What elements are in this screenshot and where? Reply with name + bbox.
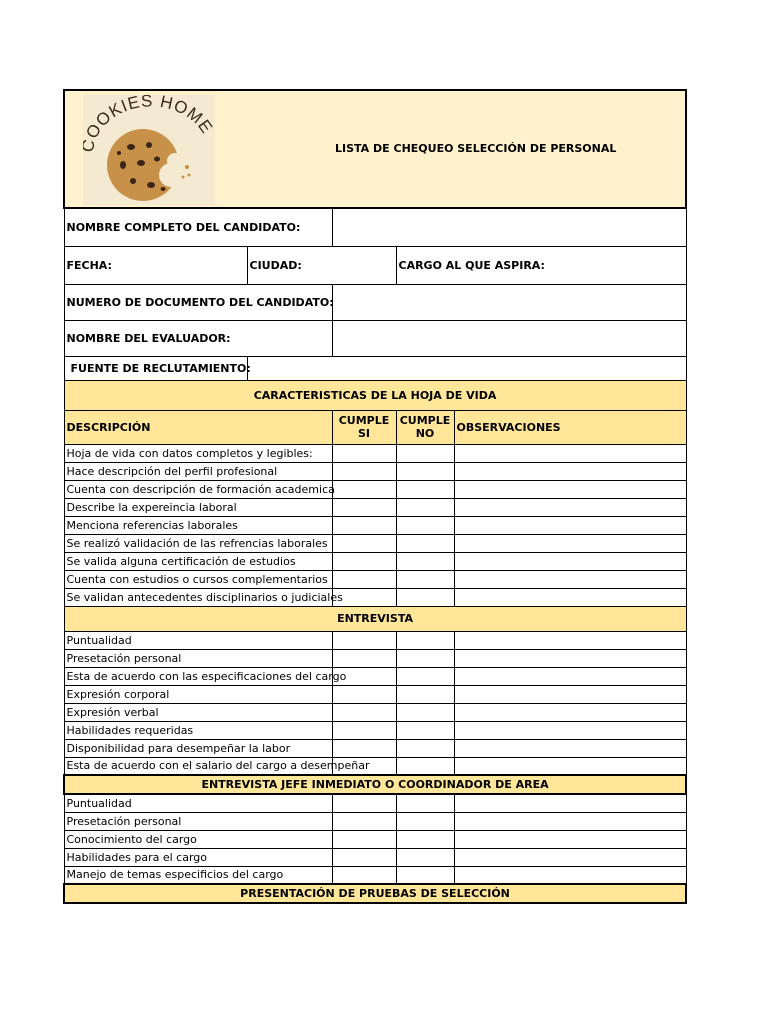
cv-cumple-si-cell[interactable] <box>332 516 396 534</box>
document-number-label: NUMERO DE DOCUMENTO DEL CANDIDATO: <box>64 284 332 320</box>
cv-cumple-no-cell[interactable] <box>396 534 454 552</box>
interview-row <box>64 757 686 775</box>
boss-observations-cell[interactable] <box>454 794 686 812</box>
boss-cumple-si-cell[interactable] <box>332 848 396 866</box>
interview-row <box>64 703 686 721</box>
cv-cumple-no-cell[interactable] <box>396 444 454 462</box>
cv-row <box>64 498 686 516</box>
interview-cumple-si-cell[interactable] <box>332 649 396 667</box>
interview-item-label: Presetación personal <box>64 649 332 667</box>
interview-cumple-no-cell[interactable] <box>396 667 454 685</box>
interview-row <box>64 667 686 685</box>
section-interview-title: ENTREVISTA <box>64 606 686 631</box>
cv-item-label: Se realizó validación de las refrencias laborales <box>64 534 332 552</box>
interview-observations-cell[interactable] <box>454 631 686 649</box>
cv-cumple-no-cell[interactable] <box>396 462 454 480</box>
evaluator-field[interactable] <box>332 320 686 356</box>
cv-cumple-no-cell[interactable] <box>396 498 454 516</box>
cv-observations-cell[interactable] <box>454 534 686 552</box>
cv-cumple-no-cell[interactable] <box>396 480 454 498</box>
interview-cumple-si-cell[interactable] <box>332 631 396 649</box>
cv-observations-cell[interactable] <box>454 462 686 480</box>
cv-item-label: Hoja de vida con datos completos y legibles: <box>64 444 332 462</box>
interview-cumple-si-cell[interactable] <box>332 703 396 721</box>
boss-observations-cell[interactable] <box>454 848 686 866</box>
interview-cumple-no-cell[interactable] <box>396 721 454 739</box>
logo-text: OOKIES HOME <box>83 95 215 142</box>
cv-observations-cell[interactable] <box>454 480 686 498</box>
cv-observations-cell[interactable] <box>454 444 686 462</box>
boss-item-label: Habilidades para el cargo <box>64 848 332 866</box>
boss-row <box>64 812 686 830</box>
cv-item-label: Menciona referencias laborales <box>64 516 332 534</box>
interview-items <box>64 631 686 775</box>
boss-items <box>64 794 686 884</box>
cv-cumple-si-cell[interactable] <box>332 498 396 516</box>
cv-item-label: Se validan antecedentes disciplinarios o judiciales <box>64 588 332 606</box>
col-description: DESCRIPCIÓN <box>64 410 332 444</box>
position-label: CARGO AL QUE ASPIRA: <box>396 246 686 284</box>
checklist-sheet <box>63 89 685 904</box>
interview-observations-cell[interactable] <box>454 703 686 721</box>
boss-cumple-no-cell[interactable] <box>396 866 454 884</box>
cv-row <box>64 588 686 606</box>
form-header <box>64 90 686 208</box>
interview-item-label: Puntualidad <box>64 631 332 649</box>
cv-cumple-si-cell[interactable] <box>332 534 396 552</box>
boss-cumple-si-cell[interactable] <box>332 794 396 812</box>
boss-cumple-no-cell[interactable] <box>396 848 454 866</box>
page-title: LISTA DE CHEQUEO SELECCIÓN DE PERSONAL <box>335 142 617 155</box>
interview-observations-cell[interactable] <box>454 721 686 739</box>
boss-row <box>64 866 686 884</box>
col-cumple-si: CUMPLE SI <box>332 410 396 444</box>
interview-item-label: Esta de acuerdo con el salario del cargo a desempeñar <box>64 757 332 775</box>
candidate-name-label: NOMBRE COMPLETO DEL CANDIDATO: <box>64 208 332 246</box>
cv-item-label: Describe la expereincia laboral <box>64 498 332 516</box>
cookies-home-logo <box>83 95 215 205</box>
cv-cumple-si-cell[interactable] <box>332 444 396 462</box>
interview-cumple-no-cell[interactable] <box>396 649 454 667</box>
cv-observations-cell[interactable] <box>454 498 686 516</box>
recruitment-source-label: FUENTE DE RECLUTAMIENTO: <box>64 356 247 380</box>
boss-cumple-no-cell[interactable] <box>396 830 454 848</box>
boss-row <box>64 794 686 812</box>
cv-cumple-si-cell[interactable] <box>332 552 396 570</box>
interview-observations-cell[interactable] <box>454 667 686 685</box>
cv-cumple-no-cell[interactable] <box>396 588 454 606</box>
interview-cumple-si-cell[interactable] <box>332 721 396 739</box>
boss-row <box>64 830 686 848</box>
cv-item-label: Se valida alguna certificación de estudios <box>64 552 332 570</box>
city-label: CIUDAD: <box>247 246 396 284</box>
section-boss-title: ENTREVISTA JEFE INMEDIATO O COORDINADOR DE AREA <box>64 775 686 794</box>
cv-item-label: Cuenta con estudios o cursos complementarios <box>64 570 332 588</box>
interview-row <box>64 631 686 649</box>
section-cv-title: CARACTERISTICAS DE LA HOJA DE VIDA <box>64 380 686 410</box>
cv-row <box>64 444 686 462</box>
interview-item-label: Expresión verbal <box>64 703 332 721</box>
interview-item-label: Esta de acuerdo con las especificaciones del cargo <box>64 667 332 685</box>
interview-row <box>64 739 686 757</box>
interview-cumple-no-cell[interactable] <box>396 685 454 703</box>
interview-cumple-no-cell[interactable] <box>396 703 454 721</box>
cv-item-label: Cuenta con descripción de formación academica <box>64 480 332 498</box>
boss-item-label: Manejo de temas especificios del cargo <box>64 866 332 884</box>
col-observations: OBSERVACIONES <box>454 410 686 444</box>
cv-cumple-si-cell[interactable] <box>332 480 396 498</box>
interview-row <box>64 649 686 667</box>
cv-item-label: Hace descripción del perfil profesional <box>64 462 332 480</box>
interview-item-label: Expresión corporal <box>64 685 332 703</box>
interview-item-label: Disponibilidad para desempeñar la labor <box>64 739 332 757</box>
boss-cumple-si-cell[interactable] <box>332 830 396 848</box>
document-number-field[interactable] <box>332 284 686 320</box>
boss-item-label: Conocimiento del cargo <box>64 830 332 848</box>
boss-cumple-no-cell[interactable] <box>396 794 454 812</box>
cv-cumple-si-cell[interactable] <box>332 570 396 588</box>
col-cumple-no: CUMPLE NO <box>396 410 454 444</box>
evaluator-label: NOMBRE DEL EVALUADOR: <box>64 320 332 356</box>
cv-row <box>64 534 686 552</box>
interview-observations-cell[interactable] <box>454 757 686 775</box>
recruitment-source-field[interactable] <box>247 356 686 380</box>
date-label: FECHA: <box>64 246 247 284</box>
interview-observations-cell[interactable] <box>454 739 686 757</box>
interview-observations-cell[interactable] <box>454 685 686 703</box>
interview-row <box>64 721 686 739</box>
cv-row <box>64 480 686 498</box>
cv-row <box>64 516 686 534</box>
cv-observations-cell[interactable] <box>454 588 686 606</box>
cv-observations-cell[interactable] <box>454 516 686 534</box>
cv-observations-cell[interactable] <box>454 552 686 570</box>
boss-cumple-si-cell[interactable] <box>332 866 396 884</box>
boss-cumple-no-cell[interactable] <box>396 812 454 830</box>
interview-cumple-no-cell[interactable] <box>396 631 454 649</box>
cv-cumple-si-cell[interactable] <box>332 462 396 480</box>
interview-cumple-no-cell[interactable] <box>396 757 454 775</box>
cv-row <box>64 462 686 480</box>
cv-row <box>64 552 686 570</box>
boss-observations-cell[interactable] <box>454 866 686 884</box>
interview-item-label: Habilidades requeridas <box>64 721 332 739</box>
checklist-table <box>63 89 687 904</box>
candidate-name-field[interactable] <box>332 208 686 246</box>
boss-cumple-si-cell[interactable] <box>332 812 396 830</box>
boss-row <box>64 848 686 866</box>
cv-cumple-no-cell[interactable] <box>396 516 454 534</box>
cv-cumple-no-cell[interactable] <box>396 552 454 570</box>
interview-cumple-si-cell[interactable] <box>332 739 396 757</box>
boss-observations-cell[interactable] <box>454 812 686 830</box>
interview-row <box>64 685 686 703</box>
section-tests-title: PRESENTACIÓN DE PRUEBAS DE SELECCIÓN <box>64 884 686 903</box>
interview-cumple-si-cell[interactable] <box>332 685 396 703</box>
cv-row <box>64 570 686 588</box>
cv-cumple-no-cell[interactable] <box>396 570 454 588</box>
boss-item-label: Puntualidad <box>64 794 332 812</box>
boss-observations-cell[interactable] <box>454 830 686 848</box>
interview-cumple-no-cell[interactable] <box>396 739 454 757</box>
cv-items <box>64 444 686 606</box>
cv-observations-cell[interactable] <box>454 570 686 588</box>
interview-observations-cell[interactable] <box>454 649 686 667</box>
boss-item-label: Presetación personal <box>64 812 332 830</box>
